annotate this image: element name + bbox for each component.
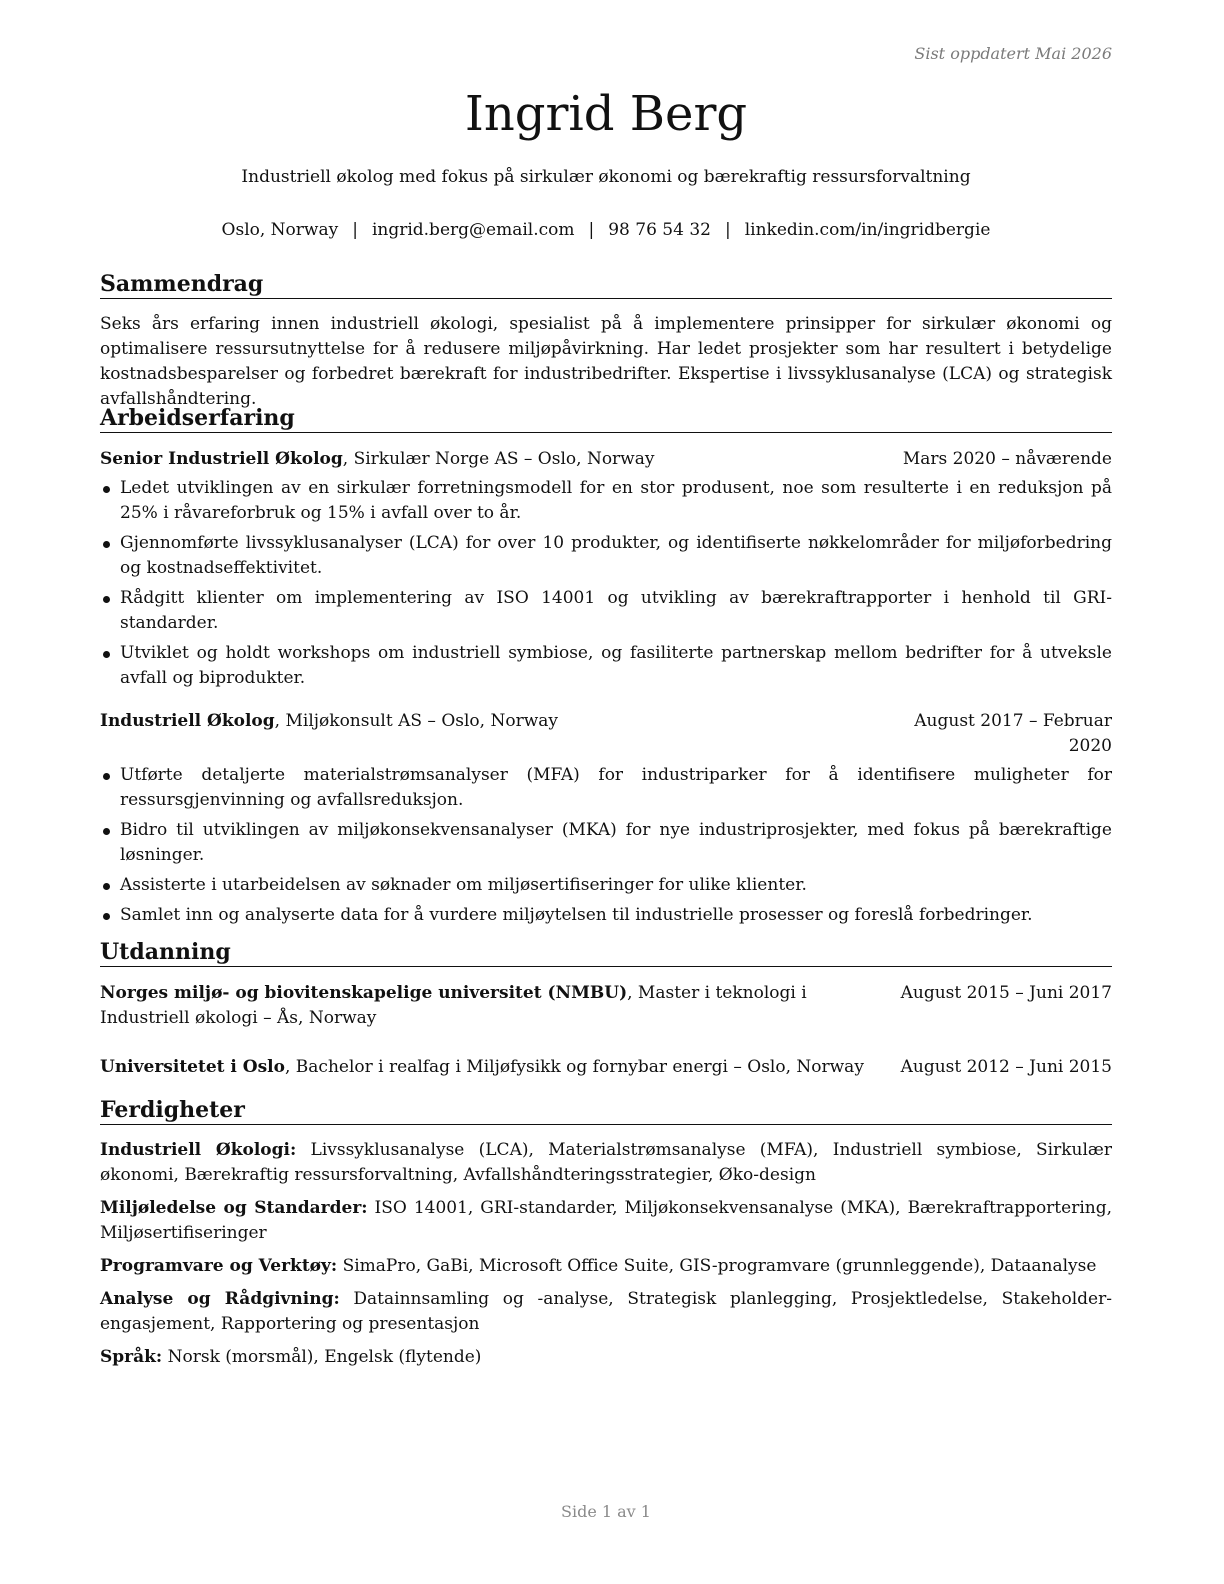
skills-section <box>100 1096 1112 1378</box>
skill-label: Programvare og Verktøy: <box>100 1256 338 1276</box>
job-bullet: Gjennomførte livssyklusanalyser (LCA) for over 10 produkter, og identifiserte nøkkelområder for miljøforbedring og kostnadseffektivitet. <box>100 531 1112 581</box>
skill-row <box>100 1287 1112 1337</box>
skill-row <box>100 1254 1112 1279</box>
education-heading: Utdanning <box>100 938 1112 967</box>
skill-row <box>100 1138 1112 1188</box>
contact-separator: | <box>352 220 358 240</box>
job-bullet: Assisterte i utarbeidelsen av søknader om miljøsertifiseringer for ulike klienter. <box>100 873 1112 898</box>
skill-row <box>100 1345 1112 1370</box>
summary-section <box>100 270 1112 412</box>
contact-separator: | <box>724 220 731 240</box>
job-header <box>100 447 1112 472</box>
job-dates: Mars 2020 – nåværende <box>902 449 1112 469</box>
contact-separator: | <box>588 220 595 240</box>
summary-heading: Sammendrag <box>100 270 1112 299</box>
tagline: Industriell økolog med fokus på sirkulær økonomi og bærekraftig ressursforvaltning <box>241 167 971 187</box>
education-degree: , Bachelor i realfag i Miljøfysikk og fornybar energi – Oslo, Norway <box>284 1057 864 1077</box>
skills-heading: Ferdigheter <box>100 1096 1112 1125</box>
education-entry <box>100 1055 1112 1080</box>
job-org: , Miljøkonsult AS – Oslo, Norway <box>274 711 558 731</box>
job-dates: August 2017 – Februar 2020 <box>914 711 1112 756</box>
job-title: Industriell Økolog <box>100 711 275 731</box>
skill-text: ISO 14001, GRI-standarder, Miljøkonsekvensanalyse (MKA), Bærekraftrapportering, Miljøsertifiseringer <box>100 1198 1112 1243</box>
skill-text: SimaPro, GaBi, Microsoft Office Suite, GIS-programvare (grunnleggende), Dataanalyse <box>337 1256 1097 1276</box>
job-bullet: Bidro til utviklingen av miljøkonsekvensanalyser (MKA) for nye industriprosjekter, med fokus på bærekraftige løsninger. <box>100 818 1112 868</box>
skill-label: Miljøledelse og Standarder: <box>100 1198 368 1218</box>
skill-text: Livssyklusanalyse (LCA), Materialstrømsanalyse (MFA), Industriell symbiose, Sirkulær økonomi, Bærekraftig ressursforvaltning, Avfallshåndteringsstrategier, Øko-design <box>100 1140 1113 1185</box>
skill-text: Datainnsamling og -analyse, Strategisk planlegging, Prosjektledelse, Stakeholder-engasjement, Rapportering og presentasjon <box>100 1289 1112 1334</box>
job-entry <box>100 709 1112 928</box>
education-dates: August 2015 – Juni 2017 <box>900 983 1112 1003</box>
education-degree: , Master i teknologi i Industriell økologi – Ås, Norway <box>100 983 807 1028</box>
contact-email[interactable]: ingrid.berg@email.com <box>371 220 575 240</box>
education-entry <box>100 981 1112 1031</box>
job-header <box>100 709 1112 759</box>
skill-text: Norsk (morsmål), Engelsk (flytende) <box>162 1347 482 1367</box>
contact-linkedin[interactable]: linkedin.com/in/ingridbergie <box>744 220 991 240</box>
education-section <box>100 938 1112 1080</box>
contact-location: Oslo, Norway <box>221 220 339 240</box>
job-bullet: Rådgitt klienter om implementering av ISO 14001 og utvikling av bærekraftrapporter i henhold til GRI-standarder. <box>100 586 1112 636</box>
contact-line <box>100 220 1112 240</box>
skill-label: Analyse og Rådgivning: <box>100 1289 340 1309</box>
job-bullet: Samlet inn og analyserte data for å vurdere miljøytelsen til industrielle prosesser og foreslå forbedringer. <box>100 903 1112 928</box>
job-entry <box>100 447 1112 691</box>
summary-text: Seks års erfaring innen industriell økologi, spesialist på å implementere prinsipper for sirkulær økonomi og optimalisere ressursutnyttelse for å redusere miljøpåvirkning. Har ledet prosjekter som har resultert i betydelige kostnadsbesparelser og forbedret bærekraft for industribedrifter. Ekspertise i livssyklusanalyse (LCA) og strategisk avfallshåndtering. <box>100 314 1112 409</box>
skill-row <box>100 1196 1112 1246</box>
job-bullets <box>100 476 1112 691</box>
last-updated: Sist oppdatert Mai 2026 <box>914 44 1112 63</box>
skill-label: Industriell Økologi: <box>100 1140 297 1160</box>
experience-heading: Arbeidserfaring <box>100 404 1112 433</box>
education-dates: August 2012 – Juni 2015 <box>900 1057 1112 1077</box>
contact-phone: 98 76 54 32 <box>608 220 711 240</box>
candidate-name: Ingrid Berg <box>464 86 748 142</box>
education-school: Norges miljø- og biovitenskapelige universitet (NMBU) <box>100 983 628 1003</box>
job-bullet: Utviklet og holdt workshops om industriell symbiose, og fasiliterte partnerskap mellom bedrifter for å utveksle avfall og biprodukter. <box>100 641 1112 691</box>
job-bullets <box>100 763 1112 928</box>
page-number: Side 1 av 1 <box>561 1502 651 1521</box>
job-title: Senior Industriell Økolog <box>100 449 343 469</box>
job-bullet: Utførte detaljerte materialstrømsanalyser (MFA) for industriparker for å identifisere muligheter for ressursgjenvinning og avfallsreduksjon. <box>100 763 1112 813</box>
experience-section <box>100 404 1112 933</box>
education-school: Universitetet i Oslo <box>100 1057 285 1077</box>
job-bullet: Ledet utviklingen av en sirkulær forretningsmodell for en stor produsent, noe som resulterte i en reduksjon på 25% i råvareforbruk og 15% i avfall over to år. <box>100 476 1112 526</box>
skill-label: Språk: <box>100 1347 163 1367</box>
job-org: , Sirkulær Norge AS – Oslo, Norway <box>342 449 655 469</box>
